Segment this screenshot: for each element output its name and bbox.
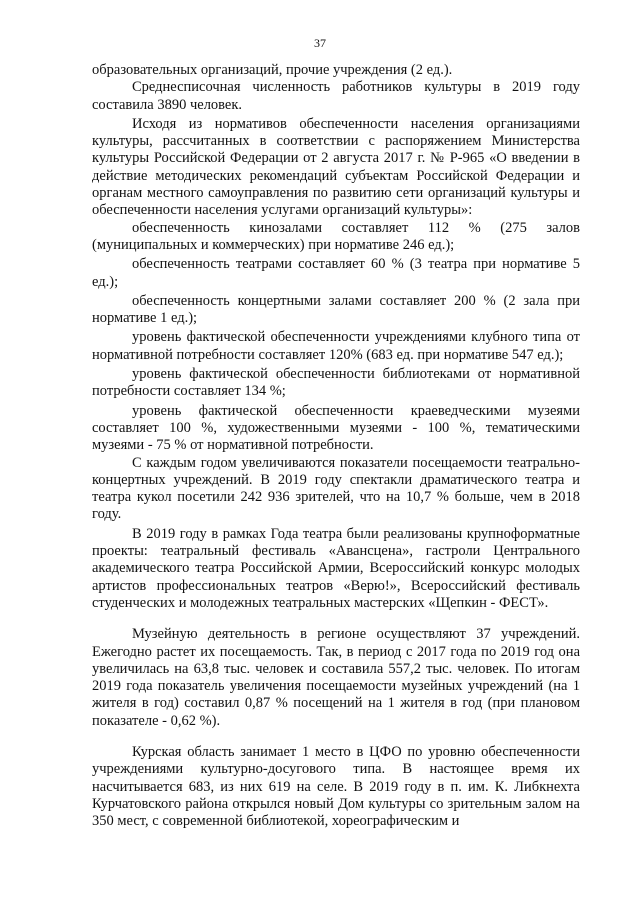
list-item: обеспеченность театрами составляет 60 % (3 театра при нормативе 5 ед.);: [92, 256, 580, 290]
paragraph: Исходя из нормативов обеспеченности населения организациями культуры, рассчитанных в соответствии с распоряжением Министерства культуры Российской Федерации от 2 августа 2017 г. № Р-965 «О введении в действие методических рекомендаций субъектам Российской Федерации и органам местного самоуправления по развитию сети организаций культуры и обеспеченности населения услугами организаций культуры»:: [92, 115, 580, 219]
list-item: уровень фактической обеспеченности библиотеками от нормативной потребности составляет 134 %;: [92, 366, 580, 400]
paragraph: Среднесписочная численность работников культуры в 2019 году составила 3890 человек.: [92, 79, 580, 113]
page-content: [92, 62, 580, 830]
list-item: уровень фактической обеспеченности учреждениями клубного типа от нормативной потребности составляет 120% (683 ед. при нормативе 547 ед.);: [92, 329, 580, 363]
list-item: уровень фактической обеспеченности краеведческими музеями составляет 100 %, художественными музеями - 100 %, тематическими музеями - 75 % от нормативной потребности.: [92, 402, 580, 454]
page-number: 37: [314, 36, 326, 50]
paragraph: Курская область занимает 1 место в ЦФО по уровню обеспеченности учреждениями культурно-досугового типа. В настоящее время их насчитывается 683, из них 619 на селе. В 2019 году в п. им. К. Либкнехта Курчатовского района открылся новый Дом культуры со зрительным залом на 350 мест, с современной библиотекой, хореографическим и: [92, 743, 580, 830]
paragraph: С каждым годом увеличиваются показатели посещаемости театрально-концертных учреждений. В 2019 году спектакли драматического театра и театра кукол посетили 242 936 зрителей, что на 10,7 % больше, чем в 2018 году.: [92, 454, 580, 523]
list-item: обеспеченность концертными залами составляет 200 % (2 зала при нормативе 1 ед.);: [92, 292, 580, 327]
paragraph: В 2019 году в рамках Года театра были реализованы крупноформатные проекты: театральный фестиваль «Авансцена», гастроли Центрального академического театра Российской Армии, Всероссийский конкурс молодых артистов профессиональных театров «Верю!», Всероссийский фестиваль студенческих и молодежных театральных мастерских «Щепкин - ФЕСТ».: [92, 525, 580, 611]
list-item: обеспеченность кинозалами составляет 112 % (275 залов (муниципальных и коммерческих) при нормативе 246 ед.);: [92, 219, 580, 253]
paragraph: Музейную деятельность в регионе осуществляют 37 учреждений. Ежегодно растет их посещаемость. Так, в период с 2017 года по 2019 год она увеличилась на 63,8 тыс. человек и составила 557,2 тыс. человек. По итогам 2019 года показатель увеличения посещаемости музейных учреждений (на 1 жителя в год) составил 0,87 % посещений на 1 жителя в год (при плановом показателе - 0,62 %).: [92, 626, 580, 729]
paragraph: образовательных организаций, прочие учреждения (2 ед.).: [92, 62, 453, 78]
